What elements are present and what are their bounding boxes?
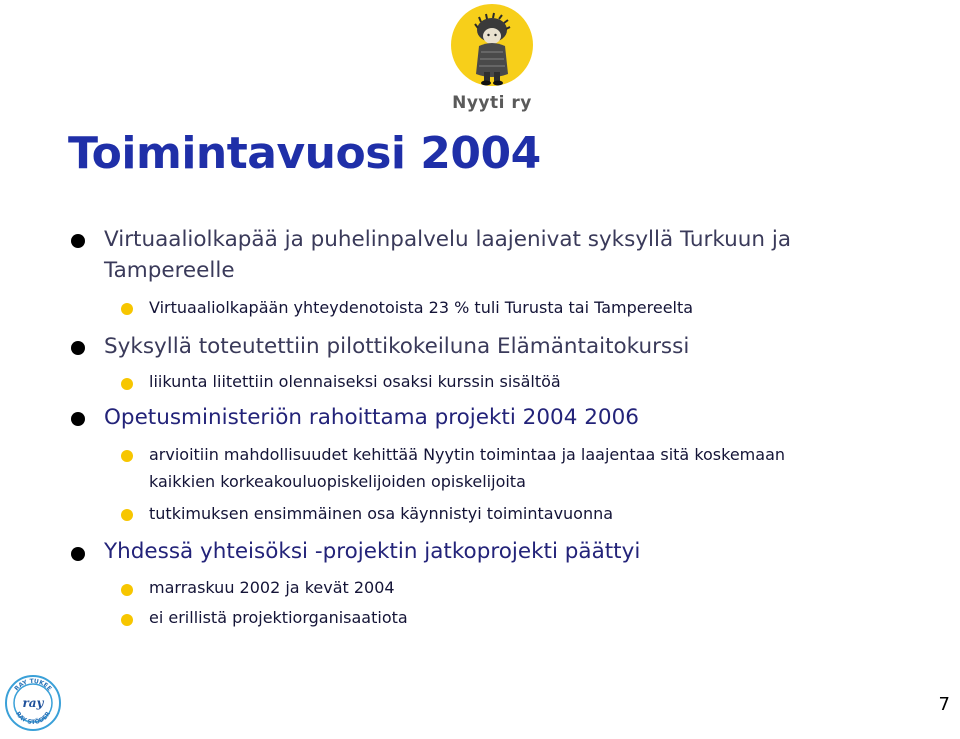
- logo-text: Nyyti ry: [452, 93, 532, 113]
- bullet-dot: [71, 547, 85, 561]
- slide-title: Toimintavuosi 2004: [68, 128, 541, 179]
- page-number: 7: [938, 694, 950, 715]
- child-figure-icon: [451, 4, 533, 86]
- sub-bullet-text: tutkimuksen ensimmäinen osa käynnistyi toimintavuonna: [149, 504, 614, 523]
- svg-text:RAY STÖDER: RAY STÖDER: [14, 710, 52, 727]
- nyyti-logo: [444, 4, 540, 120]
- bullet-dot: [71, 412, 85, 426]
- bullet-text: Yhdessä yhteisöksi -projektin jatkoprojekti päättyi: [104, 539, 641, 564]
- bullet-text: Syksyllä toteutettiin pilottikokeiluna Elämäntaitokurssi: [104, 334, 690, 359]
- logo-circle: [451, 4, 533, 86]
- sub-bullet-text: Virtuaaliolkapään yhteydenotoista 23 % tuli Turusta tai Tampereelta: [149, 298, 694, 317]
- bullet-dot: [71, 341, 85, 355]
- sub-bullet-dot: [121, 509, 133, 521]
- svg-text:RAY TUKEE: RAY TUKEE: [13, 677, 53, 693]
- sub-bullet-text: arvioitiin mahdollisuudet kehittää Nyytin toimintaa ja laajentaa sitä koskemaan: [149, 445, 786, 464]
- sub-bullet-text: liikunta liitettiin olennaiseksi osaksi kurssin sisältöä: [149, 372, 561, 391]
- ray-seal-icon: [4, 674, 62, 732]
- bullet-text: Virtuaaliolkapää ja puhelinpalvelu laajenivat syksyllä Turkuun ja: [104, 227, 792, 252]
- sub-bullet-dot: [121, 450, 133, 462]
- bullet-dot: [71, 234, 85, 248]
- svg-text:ray: ray: [22, 696, 44, 710]
- bullet-text: Opetusministeriön rahoittama projekti 2004 2006: [104, 405, 639, 430]
- sub-bullet-dot: [121, 378, 133, 390]
- bullet-text-continued: Tampereelle: [104, 258, 235, 283]
- sub-bullet-text: marraskuu 2002 ja kevät 2004: [149, 578, 395, 597]
- sub-bullet-text-continued: kaikkien korkeakouluopiskelijoiden opiskelijoita: [149, 472, 526, 491]
- sub-bullet-dot: [121, 584, 133, 596]
- ray-logo: [4, 674, 62, 732]
- sub-bullet-dot: [121, 614, 133, 626]
- sub-bullet-dot: [121, 303, 133, 315]
- sub-bullet-text: ei erillistä projektiorganisaatiota: [149, 608, 408, 627]
